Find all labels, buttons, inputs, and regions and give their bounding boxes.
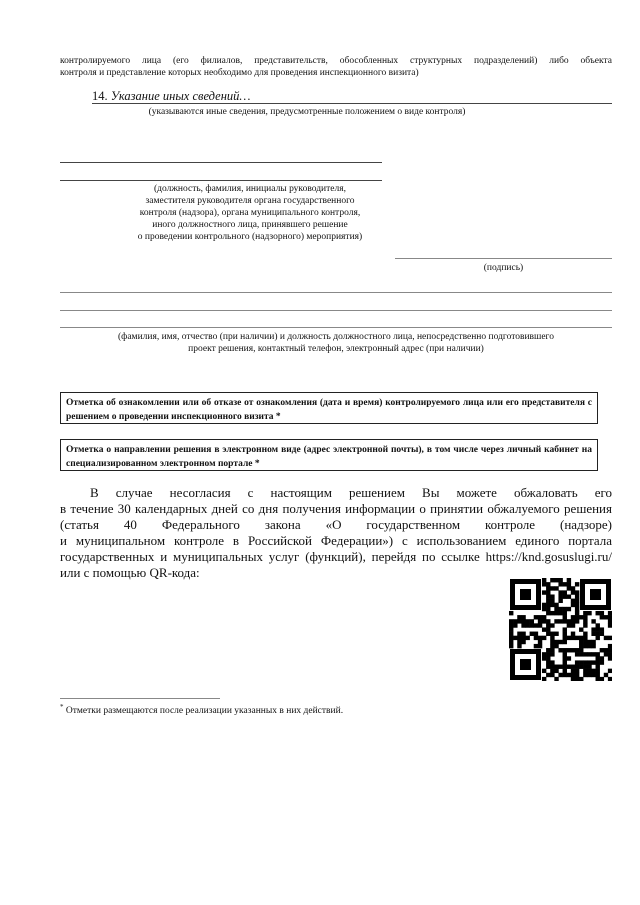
signature-caption: (подпись) [483,263,524,273]
signature-line [395,258,612,259]
qr-code-image[interactable] [509,578,612,681]
intro-line-2: контроля и представление которых необходимо для проведения инспекционного визита) [60,68,419,78]
appeal-paragraph [60,485,612,581]
official-caption-line: заместителя руководителя органа государственного [145,196,355,206]
preparer-caption-1: (фамилия, имя, отчество (при наличии) и должность должностного лица, непосредственно подготовившего [118,332,554,342]
appeal-line: и муниципальном контроле в Российской Федерации») с использованием единого портала [60,533,612,548]
official-caption [60,183,440,243]
official-caption-line: контроля (надзора), органа муниципального контроля, [139,208,361,218]
section-number: 14. [92,89,108,103]
appeal-line: государственных и муниципальных услуг (функций), перейдя по ссылке https://knd.gosuslugi.ru/ [60,549,612,564]
official-caption-line: о проведении контрольного (надзорного) мероприятия) [137,232,363,242]
appeal-line: в течение 30 календарных дней со дня получения информации о принятии обжалуемого решения [60,501,612,516]
section-14-heading [92,89,251,104]
footnote-mark: * [60,703,64,711]
footnote-separator [60,698,220,699]
appeal-line: В случае несогласия с настоящим решением Вы можете обжаловать его [90,485,612,500]
section-14-line [92,103,612,104]
section-14-caption: (указываются иные сведения, предусмотренные положением о виде контроля) [148,107,466,117]
official-caption-line: иного должностного лица, принявшего решение [152,220,348,230]
preparer-line-2 [60,310,612,311]
official-caption-line: (должность, фамилия, инициалы руководителя, [153,184,346,194]
section-title: Указание иных сведений… [110,89,251,103]
appeal-last-line: или с помощью QR-кода: [60,565,200,580]
preparer-line-1 [60,292,612,293]
intro-line-1: контролируемого лица (его филиалов, представительств, обособленных структурных подразделений) либо объекта [60,56,612,66]
appeal-line: (статья 40 Федерального закона «О государственном контроле (надзоре) [60,517,612,532]
preparer-line-3 [60,327,612,328]
preparer-caption-2: проект решения, контактный телефон, электронный адрес (при наличии) [188,344,484,354]
footnote-text: Отметки размещаются после реализации указанных в них действий. [65,706,344,717]
electronic-mark-box: Отметка о направлении решения в электронном виде (адрес электронной почты), в том числе через личный кабинет на специализированном электронном портале * [60,439,598,471]
acquaintance-mark-box: Отметка об ознакомлении или об отказе от ознакомления (дата и время) контролируемого лица или его представителя с решением о проведении инспекционного визита * [60,392,598,424]
official-line-1 [60,162,382,163]
footnote [60,703,343,716]
official-line-2 [60,180,382,181]
